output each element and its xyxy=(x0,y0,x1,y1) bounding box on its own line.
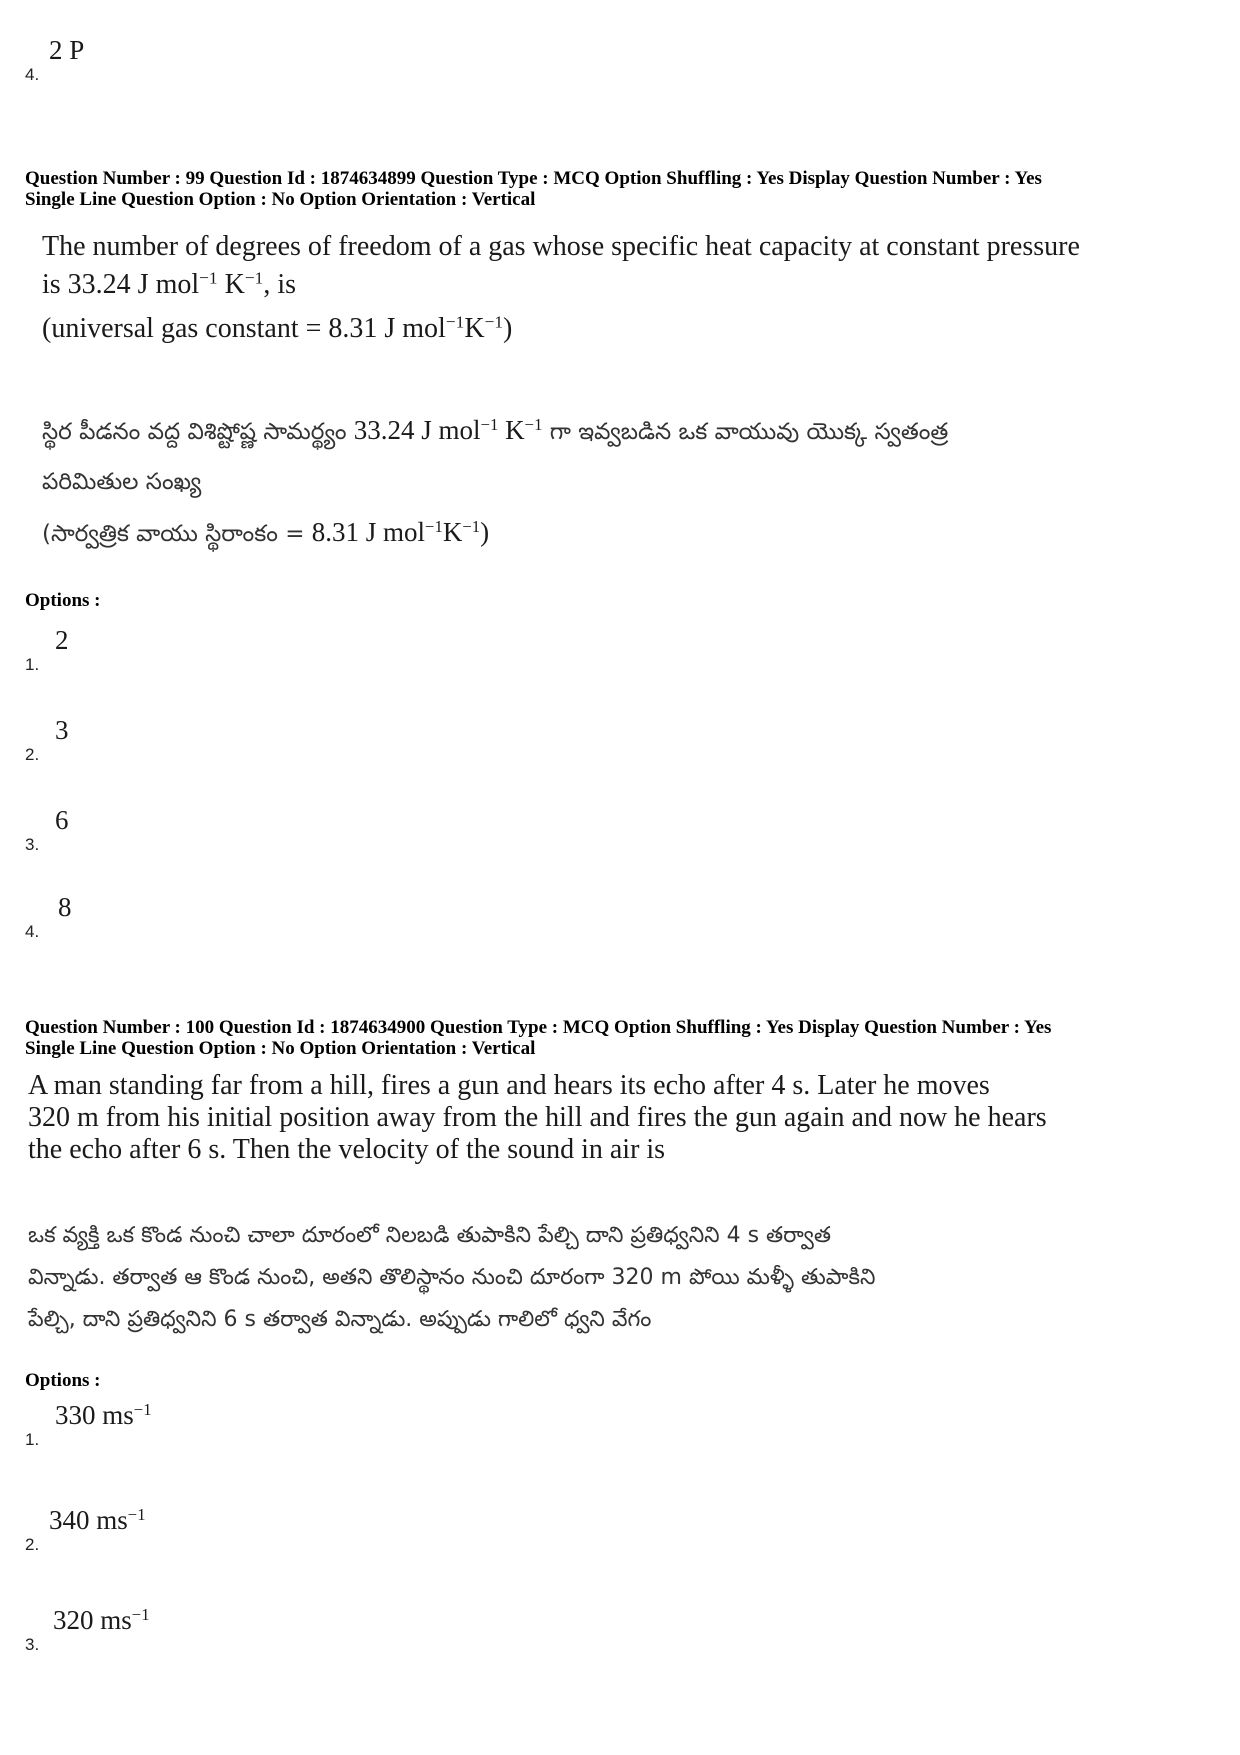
q100-en-line3: the echo after 6 s. Then the velocity of the sound in air is xyxy=(28,1134,666,1165)
q99-te-line1: స్థిర పీడనం వద్ద విశిష్టోష్ణ సామర్థ్యం 33.24 J mol$^{-1}$ $K^{-1}$ గా ఇవ్వబడిన ఒక వాయువు యొక్క స్వతంత్ర xyxy=(42,414,949,445)
q100-en-line1: A man standing far from a hill, fires a gun and hears its echo after 4 s. Later he moves xyxy=(28,1070,990,1101)
option-number: 2. xyxy=(25,1535,40,1554)
option-value: 340 $ms^{-1}$ xyxy=(49,1504,146,1535)
q100-english-text xyxy=(28,1070,1178,1166)
option-number: 2. xyxy=(25,745,40,764)
option-value: 8 xyxy=(58,892,72,922)
q100-telugu-text xyxy=(28,1215,1188,1341)
q100-te-line3: పేల్చి, దాని ప్రతిధ్వనిని 6 s తర్వాత విన్నాడు. అప్పుడు గాలిలో ధ్వని వేగం xyxy=(28,1307,652,1332)
q100-options-label: Options : xyxy=(25,1370,101,1391)
q99-english-text xyxy=(42,228,1192,348)
option-value: 320 $ms^{-1}$ xyxy=(53,1604,150,1635)
q99-options-label: Options : xyxy=(25,590,101,611)
option-value: 2 P xyxy=(49,35,85,65)
q99-option-2[interactable] xyxy=(25,715,225,765)
q99-te-line2: పరిమితుల సంఖ్య xyxy=(42,469,202,495)
q99-en-line2: is 33.24 J mol$^{-1}$ $K^{-1}$, is xyxy=(42,268,297,300)
q100-meta-line1: Question Number : 100 Question Id : 1874634900 Question Type : MCQ Option Shuffling : Yes Display Question Number : Yes xyxy=(25,1017,1052,1038)
q99-option-3[interactable] xyxy=(25,805,225,855)
q100-te-line2: విన్నాడు. తర్వాత ఆ కొండ నుంచి, అతని తొలిస్థానం నుంచి దూరంగా 320 m పోయి మళ్ళీ తుపాకిని xyxy=(28,1265,876,1290)
q99-en-line3: (universal gas constant = 8.31 J $mol^{-1}K^{-1}$) xyxy=(42,312,513,344)
option-value: 2 xyxy=(55,625,69,655)
q99-te-line3: (సార్వత్రిక వాయు స్థిరాంకం = 8.31 J $mol^{-1}K^{-1}$) xyxy=(42,516,490,547)
q99-meta xyxy=(25,168,1042,210)
option-number: 1. xyxy=(25,655,40,674)
option-number: 4. xyxy=(25,65,40,84)
q99-meta-line1: Question Number : 99 Question Id : 1874634899 Question Type : MCQ Option Shuffling : Yes Display Question Number : Yes xyxy=(25,168,1042,189)
option-value: 3 xyxy=(55,715,69,745)
q99-option-1[interactable] xyxy=(25,625,225,675)
q99-option-4[interactable] xyxy=(25,892,225,942)
option-number: 1. xyxy=(25,1430,40,1449)
q100-meta-line2: Single Line Question Option : No Option Orientation : Vertical xyxy=(25,1038,536,1059)
q100-option-3[interactable] xyxy=(25,1605,285,1655)
q100-te-line1: ఒక వ్యక్తి ఒక కొండ నుంచి చాలా దూరంలో నిలబడి తుపాకిని పేల్చి దాని ప్రతిధ్వనిని 4 s తర్వాత xyxy=(28,1223,831,1248)
option-number: 3. xyxy=(25,1635,40,1654)
option-value: 6 xyxy=(55,805,69,835)
option-number: 4. xyxy=(25,922,40,941)
q100-option-2[interactable] xyxy=(25,1505,285,1555)
q100-option-1[interactable] xyxy=(25,1400,285,1450)
q99-meta-line2: Single Line Question Option : No Option Orientation : Vertical xyxy=(25,189,536,210)
prev-option-4 xyxy=(25,35,225,85)
q99-telugu-text xyxy=(42,405,1202,559)
option-value: 330 $ms^{-1}$ xyxy=(55,1399,152,1430)
option-number: 3. xyxy=(25,835,40,854)
q99-en-line1: The number of degrees of freedom of a gas whose specific heat capacity at constant pressure xyxy=(42,231,1080,262)
q100-en-line2: 320 m from his initial position away from the hill and fires the gun again and now he hears xyxy=(28,1102,1047,1133)
q100-meta xyxy=(25,1017,1051,1059)
